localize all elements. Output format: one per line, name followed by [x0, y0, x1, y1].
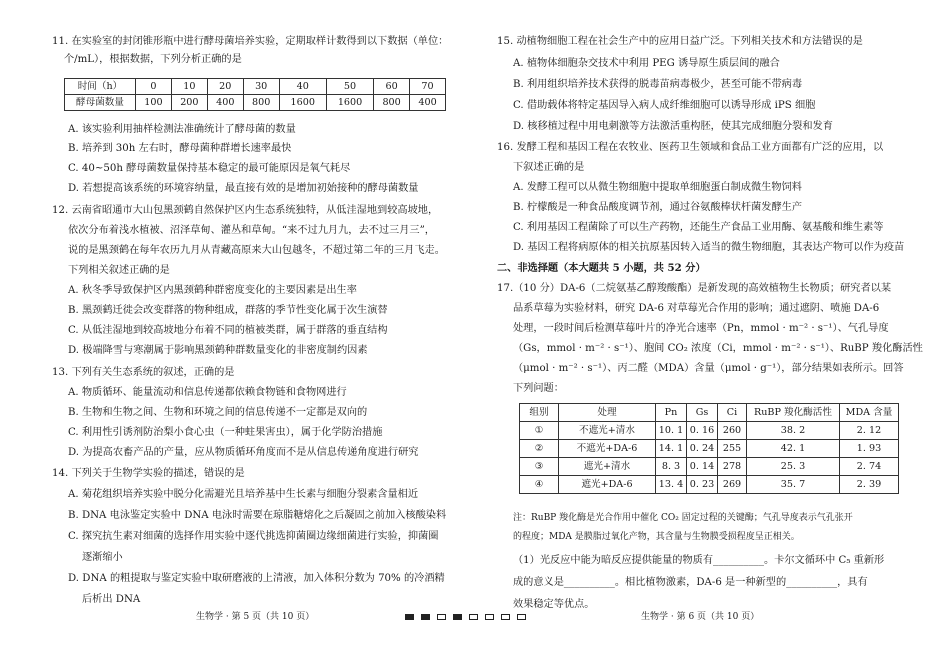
q12-option-a: A. 秋冬季导致保护区内黑颈鹤种群密度变化的主要因素是出生率 [68, 285, 357, 296]
table-cell: 0. 16 [687, 422, 718, 440]
table-cell: 40 [279, 79, 326, 95]
q15-option-c: C. 借助载体将特定基因导入病人成纤维细胞可以诱导形成 iPS 细胞 [513, 100, 816, 111]
table-cell: 0. 24 [687, 440, 718, 458]
q17-stem-line6: 下列问题： [513, 383, 564, 394]
q13-option-c: C. 利用性引诱剂防治梨小食心虫（一种蛀果害虫），属于化学防治措施 [68, 427, 383, 438]
table-cell: 35. 7 [747, 476, 840, 494]
table-row [520, 422, 899, 440]
table-header: Pn [656, 404, 687, 422]
q17-stem-line5: （μmol · m⁻² · s⁻¹）、丙二醛（MDA）含量（μmol · g⁻¹），部分结果如表所示。回答 [513, 363, 904, 374]
table-header: 处理 [559, 404, 656, 422]
q12-stem-line2: 依次分布着浅水植被、沼泽草甸、灌丛和草甸。“来不过九月九，去不过三月三”， [68, 225, 435, 236]
table-cell: 400 [207, 95, 243, 111]
table-cell: 20 [207, 79, 243, 95]
marker-square [437, 614, 446, 620]
table-cell: 0. 14 [687, 458, 718, 476]
table-row [65, 79, 446, 95]
q11-stem-line2: 个/mL），根据数据，下列分析正确的是 [64, 54, 242, 65]
page-footer-right: 生物学 · 第 6 页（共 10 页） [641, 612, 760, 622]
q13-option-b: B. 生物和生物之间、生物和环境之间的信息传递不一定都是双向的 [68, 407, 368, 418]
table-cell: 遮光+DA-6 [559, 476, 656, 494]
table-cell: 260 [718, 422, 747, 440]
table-cell: ① [520, 422, 559, 440]
q13-stem: 13. 下列有关生态系统的叙述，正确的是 [52, 367, 235, 378]
q12-option-d: D. 极端降雪与寒潮属于影响黑颈鹤种群数量变化的非密度制约因素 [68, 345, 368, 356]
q14-option-b: B. DNA 电泳鉴定实验中 DNA 电泳时需要在琼脂糖熔化之后凝固之前加入核酸染料 [68, 510, 447, 521]
table-cell: 14. 1 [656, 440, 687, 458]
q12-stem-line4: 下列相关叙述正确的是 [68, 265, 170, 276]
q11-data-table [64, 78, 446, 111]
section-heading: 二、非选择题（本大题共 5 小题，共 52 分） [497, 262, 706, 274]
table-cell: 800 [243, 95, 279, 111]
q14-stem: 14. 下列关于生物学实验的描述，错误的是 [52, 468, 245, 479]
marker-square [405, 614, 414, 620]
q15-stem: 15. 动植物细胞工程在社会生产中的应用日益广泛。下列相关技术和方法错误的是 [497, 36, 863, 47]
marker-square [453, 614, 462, 620]
table-cell: 遮光+清水 [559, 458, 656, 476]
q11-option-c: C. 40~50h 酵母菌数量保持基本稳定的最可能原因是氧气耗尽 [68, 163, 351, 174]
table-cell: 1. 93 [840, 440, 899, 458]
table-cell: 13. 4 [656, 476, 687, 494]
table-row [520, 458, 899, 476]
q13-option-a: A. 物质循环、能量流动和信息传递都依赖食物链和食物网进行 [68, 387, 347, 398]
table-cell: 2. 74 [840, 458, 899, 476]
q14-option-c-line2: 逐渐缩小 [82, 552, 123, 563]
q11-option-b: B. 培养到 30h 左右时，酵母菌种群增长速率最快 [68, 143, 292, 154]
q14-option-a: A. 菊花组织培养实验中脱分化需避光且培养基中生长素与细胞分裂素含量相近 [68, 489, 419, 500]
table-row [520, 404, 899, 422]
q17-stem-line2: 品系草莓为实验材料，研究 DA-6 对草莓光合作用的影响；通过遮阴、喷施 DA-6 [513, 303, 880, 314]
marker-square [517, 614, 526, 620]
table-cell: 50 [326, 79, 373, 95]
q12-option-c: C. 从低洼湿地到较高坡地分布着不同的植被类群，属于群落的垂直结构 [68, 325, 388, 336]
table-cell: 不遮光+DA-6 [559, 440, 656, 458]
q17-note-line1: 注：RuBP 羧化酶是光合作用中催化 CO₂ 固定过程的关键酶；气孔导度表示气孔张开 [513, 513, 853, 523]
table-cell: 10 [171, 79, 207, 95]
table-cell: 278 [718, 458, 747, 476]
table-cell: ② [520, 440, 559, 458]
table-cell: 60 [374, 79, 410, 95]
q14-option-d-line1: D. DNA 的粗提取与鉴定实验中取研磨液的上清液，加入体积分数为 70% 的冷酒精 [68, 573, 445, 584]
q17-stem-line3: 处理，一段时间后检测草莓叶片的净光合速率（Pn，mmol · m⁻² · s⁻¹）、气孔导度 [513, 323, 889, 334]
table-cell: 200 [171, 95, 207, 111]
table-cell: 8. 3 [656, 458, 687, 476]
table-row [520, 440, 899, 458]
table-cell: 400 [410, 95, 446, 111]
table-cell: 时间（h） [65, 79, 136, 95]
q14-option-c-line1: C. 探究抗生素对细菌的选择作用实验中逐代挑选抑菌圈边缘细菌进行实验，抑菌圈 [68, 531, 439, 542]
q17-results-table [519, 403, 899, 494]
table-cell: 0. 23 [687, 476, 718, 494]
q17-part1-line1: （1）光反应中能为暗反应提供能量的物质有__________。卡尔文循环中 C₅ 重新形 [513, 555, 885, 566]
table-cell: ③ [520, 458, 559, 476]
table-header: 组别 [520, 404, 559, 422]
q16-stem-line1: 16. 发酵工程和基因工程在农牧业、医药卫生领域和食品工业方面都有广泛的应用，以 [497, 142, 884, 153]
q16-option-b: B. 柠檬酸是一种食品酸度调节剂，通过谷氨酸棒状杆菌发酵生产 [513, 202, 803, 213]
q17-stem-line1: 17.（10 分）DA-6（二烷氨基乙醇羧酸酯）是新发现的高效植物生长物质；研究者以某 [497, 283, 892, 294]
marker-square [421, 614, 430, 620]
q15-option-d: D. 核移植过程中用电刺激等方法激活重构胚，使其完成细胞分裂和发育 [513, 121, 833, 132]
table-header: RuBP 羧化酶活性 [747, 404, 840, 422]
table-cell: 38. 2 [747, 422, 840, 440]
q17-note-line2: 的程度；MDA 是膜脂过氧化产物，其含量与生物膜受损程度呈正相关。 [513, 532, 800, 542]
q15-option-b: B. 利用组织培养技术获得的脱毒苗病毒极少，甚至可能不带病毒 [513, 79, 803, 90]
q11-stem-line1: 11. 在实验室的封闭锥形瓶中进行酵母菌培养实验，定期取样计数得到以下数据（单位： [52, 36, 449, 47]
marker-square [485, 614, 494, 620]
q13-option-d: D. 为提高农畜产品的产量，应从物质循环角度而不是从信息传递角度进行研究 [68, 447, 419, 458]
marker-square [469, 614, 478, 620]
table-cell: 800 [374, 95, 410, 111]
q12-option-b: B. 黑颈鹤迁徙会改变群落的物种组成，群落的季节性变化属于次生演替 [68, 305, 388, 316]
table-cell: 0 [136, 79, 172, 95]
q16-option-c: C. 利用基因工程菌除了可以生产药物，还能生产食品工业用酶、氨基酸和维生素等 [513, 222, 884, 233]
table-cell: 100 [136, 95, 172, 111]
q17-part1-line2: 成的意义是__________。相比植物激素，DA-6 是一种新型的__________，具有 [513, 577, 868, 588]
table-header: Ci [718, 404, 747, 422]
table-row [65, 95, 446, 111]
q15-option-a: A. 植物体细胞杂交技术中利用 PEG 诱导原生质层间的融合 [513, 58, 780, 69]
q11-option-a: A. 该实验利用抽样检测法准确统计了酵母菌的数量 [68, 124, 296, 135]
q12-stem-line3: 说的是黑颈鹤在每年农历九月从青藏高原来大山包越冬，不超过第二年的三月飞走。 [68, 245, 445, 256]
table-header: MDA 含量 [840, 404, 899, 422]
table-cell: 255 [718, 440, 747, 458]
table-cell: 1600 [326, 95, 373, 111]
table-cell: 2. 39 [840, 476, 899, 494]
table-cell: 不遮光+清水 [559, 422, 656, 440]
table-row [520, 476, 899, 494]
page-footer-left: 生物学 · 第 5 页（共 10 页） [196, 612, 315, 622]
table-cell: 269 [718, 476, 747, 494]
q16-option-d: D. 基因工程将病原体的相关抗原基因转入适当的微生物细胞，其表达产物可以作为疫苗 [513, 242, 905, 253]
q16-option-a: A. 发酵工程可以从微生物细胞中提取单细胞蛋白制成微生物饲料 [513, 182, 802, 193]
table-cell: 70 [410, 79, 446, 95]
q17-part1-line3: 效果稳定等优点。 [513, 599, 595, 610]
table-cell: 42. 1 [747, 440, 840, 458]
q16-stem-line2: 下叙述正确的是 [513, 162, 585, 173]
table-cell: 30 [243, 79, 279, 95]
table-header: Gs [687, 404, 718, 422]
marker-square [501, 614, 510, 620]
table-cell: ④ [520, 476, 559, 494]
q11-option-d: D. 若想提高该系统的环境容纳量，最直接有效的是增加初始接种的酵母菌数量 [68, 183, 419, 194]
table-cell: 25. 3 [747, 458, 840, 476]
q17-stem-line4: （Gs，mmol · m⁻² · s⁻¹）、胞间 CO₂ 浓度（Ci，mmol · m⁻² · s⁻¹）、RuBP 羧化酶活性 [513, 343, 923, 354]
q12-stem-line1: 12. 云南省昭通市大山包黑颈鹤自然保护区内生态系统独特，从低洼湿地到较高坡地， [52, 205, 439, 216]
table-cell: 1600 [279, 95, 326, 111]
table-cell: 10. 1 [656, 422, 687, 440]
table-cell: 酵母菌数量 [65, 95, 136, 111]
table-cell: 2. 12 [840, 422, 899, 440]
q14-option-d-line2: 后析出 DNA [82, 594, 141, 605]
